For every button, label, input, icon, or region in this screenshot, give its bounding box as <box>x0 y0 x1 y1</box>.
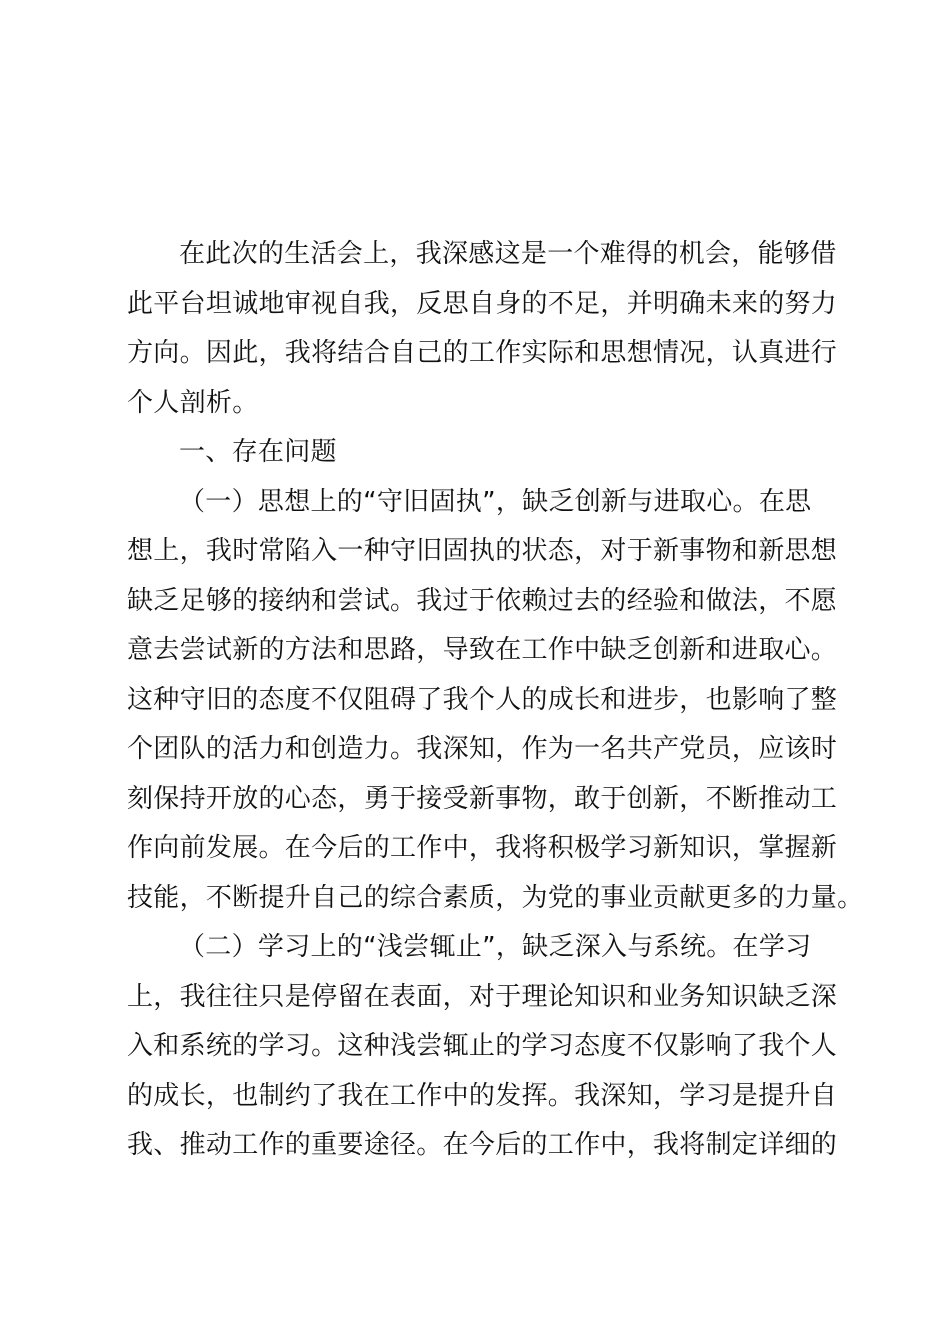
text-line: 方向。因此，我将结合自己的工作实际和思想情况，认真进行 <box>127 338 838 368</box>
text-line: 这种守旧的态度不仅阻碍了我个人的成长和进步，也影响了整 <box>127 684 838 715</box>
text-line: 缺乏足够的接纳和尝试。我过于依赖过去的经验和做法，不愿 <box>127 585 838 616</box>
text-line: 刻保持开放的心态，勇于接受新事物，敢于创新，不断推动工 <box>127 783 838 814</box>
text-line: 我、推动工作的重要途径。在今后的工作中，我将制定详细的 <box>127 1130 838 1160</box>
text-line: 个团队的活力和创造力。我深知，作为一名共产党员，应该时 <box>127 734 838 764</box>
text-line: （二）学习上的“浅尝辄止”，缺乏深入与系统。在学习 <box>179 932 812 962</box>
text-line: 意去尝试新的方法和思路，导致在工作中缺乏创新和进取心。 <box>127 635 838 665</box>
text-line: 一、存在问题 <box>179 437 337 467</box>
text-line: 的成长，也制约了我在工作中的发挥。我深知，学习是提升自 <box>127 1080 838 1111</box>
text-line: 技能，不断提升自己的综合素质，为党的事业贡献更多的力量。 <box>127 882 864 913</box>
text-line: 上，我往往只是停留在表面，对于理论知识和业务知识缺乏深 <box>127 981 838 1012</box>
text-line: 个人剖析。 <box>127 387 259 418</box>
text-line: （一）思想上的“守旧固执”，缺乏创新与进取心。在思 <box>179 486 812 517</box>
text-line: 此平台坦诚地审视自我，反思自身的不足，并明确未来的努力 <box>127 288 838 319</box>
text-line: 想上，我时常陷入一种守旧固执的状态，对于新事物和新思想 <box>127 536 838 566</box>
text-line: 在此次的生活会上，我深感这是一个难得的机会，能够借 <box>179 239 837 269</box>
text-line: 入和系统的学习。这种浅尝辄止的学习态度不仅影响了我个人 <box>127 1031 838 1061</box>
text-line: 作向前发展。在今后的工作中，我将积极学习新知识，掌握新 <box>127 833 838 863</box>
document-body <box>127 230 864 1171</box>
